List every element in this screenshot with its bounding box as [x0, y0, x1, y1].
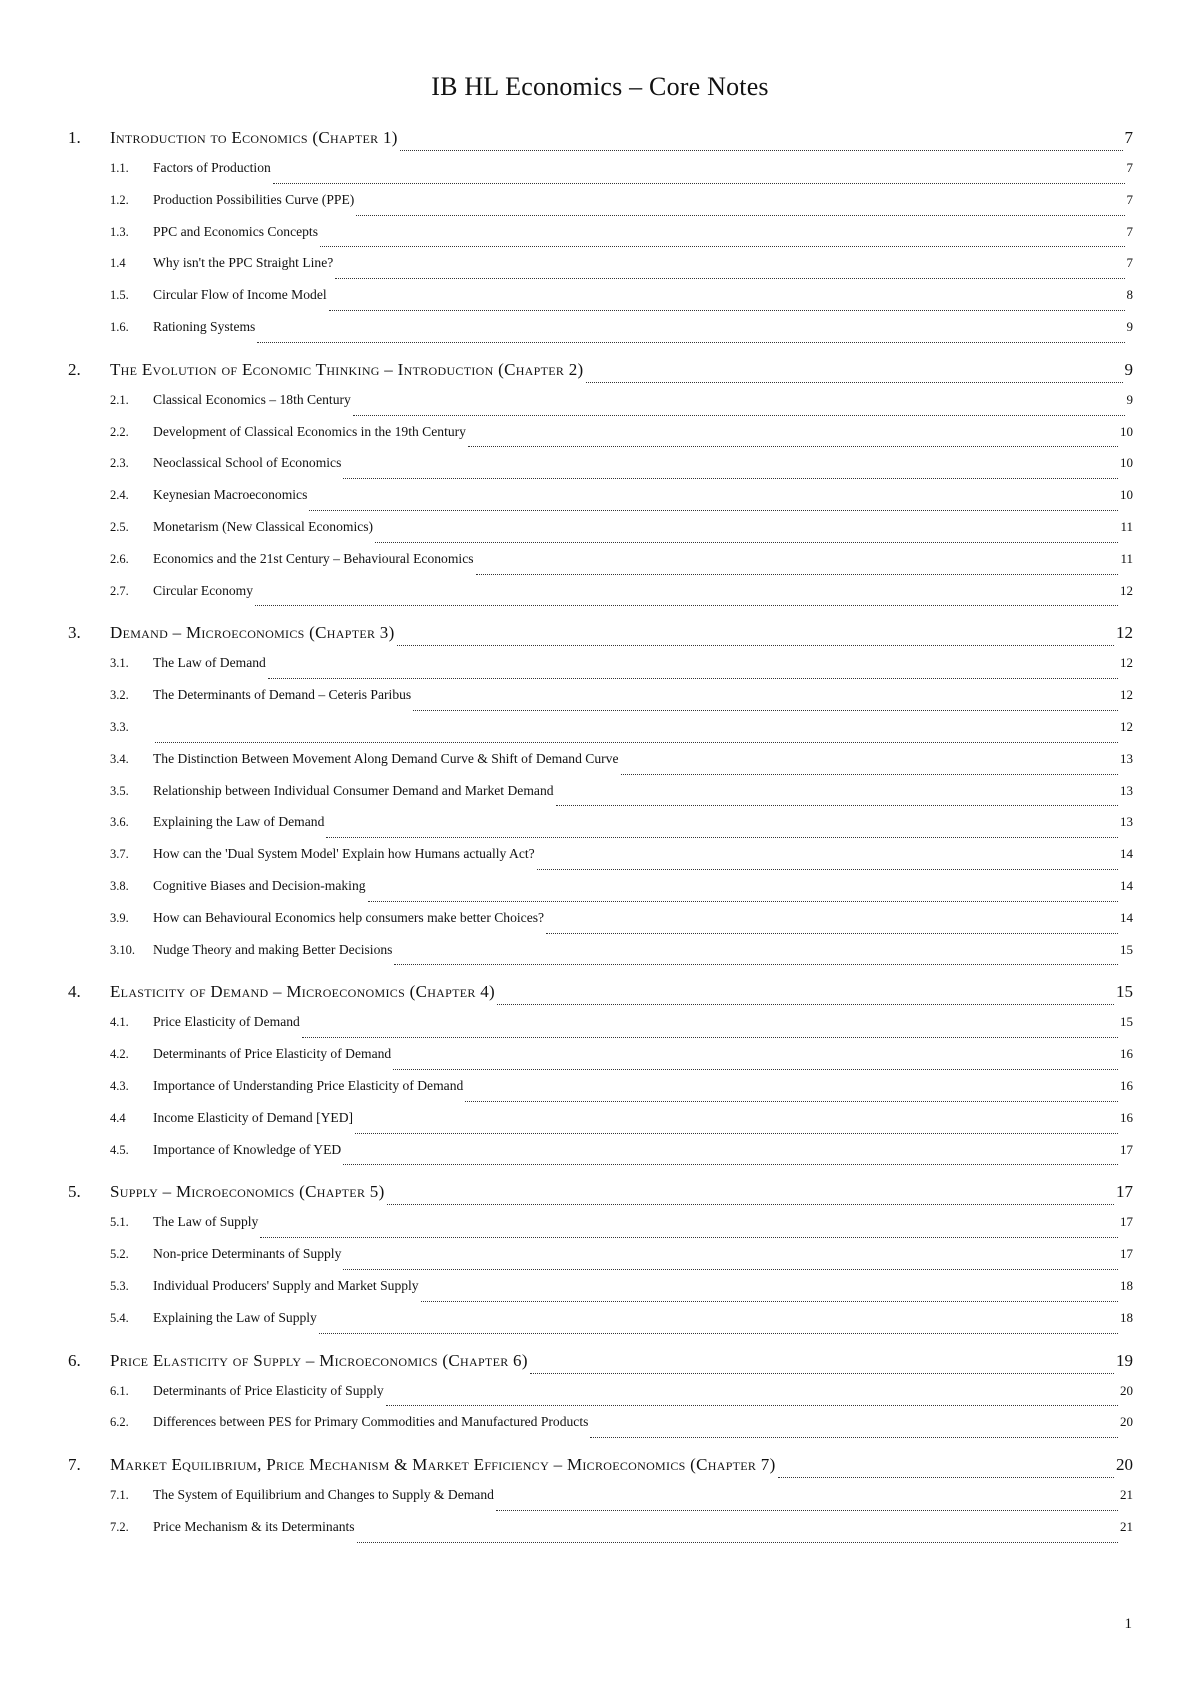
document-title: IB HL Economics – Core Notes: [431, 72, 769, 101]
section-title: Neoclassical School of Economics: [153, 455, 342, 471]
toc-section-entry[interactable]: [68, 1310, 1133, 1342]
dot-leader: [476, 573, 1119, 575]
dot-leader: [353, 414, 1125, 416]
section-title: Relationship between Individual Consumer Demand and Market Demand: [153, 782, 554, 798]
toc-section-entry[interactable]: [68, 783, 1133, 815]
dot-leader: [343, 1268, 1118, 1270]
chapter-number: 7.: [68, 1455, 81, 1475]
section-page-number: 7: [1126, 191, 1133, 207]
toc-section-entry[interactable]: [68, 192, 1133, 224]
toc-chapter: [68, 360, 1133, 615]
section-page-number: 16: [1120, 1109, 1133, 1125]
section-page-number: 11: [1120, 550, 1133, 566]
section-number: 2.4.: [110, 488, 129, 503]
toc-section-entry[interactable]: [68, 814, 1133, 846]
section-number: 3.7.: [110, 847, 129, 862]
chapter-number: 3.: [68, 623, 81, 643]
section-title: Cognitive Biases and Decision-making: [153, 877, 366, 893]
section-title: The Distinction Between Movement Along Demand Curve & Shift of Demand Curve: [153, 750, 619, 766]
dot-leader: [343, 1163, 1118, 1165]
section-title: Monetarism (New Classical Economics): [153, 518, 374, 534]
dot-leader: [621, 773, 1119, 775]
dot-leader: [586, 381, 1123, 383]
dot-leader: [421, 1300, 1118, 1302]
section-page-number: 15: [1120, 941, 1133, 957]
section-number: 5.1.: [110, 1215, 129, 1230]
section-page-number: 12: [1120, 718, 1133, 734]
section-number: 3.3.: [110, 719, 129, 734]
chapter-title: Demand – Microeconomics (Chapter 3): [110, 623, 395, 643]
toc-section-entry[interactable]: [68, 655, 1133, 687]
chapter-page-number: 19: [1116, 1350, 1133, 1370]
toc-section-entry[interactable]: [68, 878, 1133, 910]
section-title: Why isn't the PPC Straight Line?: [153, 255, 334, 271]
table-of-contents: [68, 128, 1133, 1560]
dot-leader: [326, 836, 1118, 838]
toc-section-entry[interactable]: [68, 319, 1133, 351]
section-title: Determinants of Price Elasticity of Supply: [153, 1382, 384, 1398]
chapter-title: Price Elasticity of Supply – Microeconomics (Chapter 6): [110, 1350, 528, 1370]
dot-leader: [320, 245, 1124, 247]
section-number: 1.4: [110, 256, 126, 271]
toc-chapter-entry[interactable]: [68, 128, 1133, 160]
section-page-number: 16: [1120, 1077, 1133, 1093]
section-number: 2.1.: [110, 392, 129, 407]
section-number: 2.2.: [110, 424, 129, 439]
toc-section-entry[interactable]: [68, 519, 1133, 551]
section-page-number: 18: [1120, 1277, 1133, 1293]
toc-section-entry[interactable]: [68, 1214, 1133, 1246]
toc-section-entry[interactable]: [68, 1246, 1133, 1278]
section-title: The Law of Supply: [153, 1214, 259, 1230]
toc-section-entry[interactable]: [68, 224, 1133, 256]
section-page-number: 10: [1120, 423, 1133, 439]
dot-leader: [302, 1036, 1118, 1038]
section-title: Differences between PES for Primary Commodities and Manufactured Products: [153, 1414, 589, 1430]
dot-leader: [393, 1068, 1118, 1070]
section-title: How can Behavioural Economics help consumers make better Choices?: [153, 909, 545, 925]
chapter-title: Supply – Microeconomics (Chapter 5): [110, 1182, 385, 1202]
dot-leader: [268, 677, 1118, 679]
toc-chapter: [68, 623, 1133, 973]
section-page-number: 7: [1126, 255, 1133, 271]
toc-section-entry[interactable]: [68, 455, 1133, 487]
dot-leader: [496, 1509, 1118, 1511]
chapter-page-number: 20: [1116, 1455, 1133, 1475]
chapter-page-number: 15: [1116, 982, 1133, 1002]
section-title: Classical Economics – 18th Century: [153, 391, 351, 407]
chapter-title: Market Equilibrium, Price Mechanism & Market Efficiency – Microeconomics (Chapter 7): [110, 1455, 776, 1475]
dot-leader: [309, 509, 1118, 511]
section-page-number: 20: [1120, 1414, 1133, 1430]
chapter-number: 4.: [68, 982, 81, 1002]
dot-leader: [590, 1436, 1118, 1438]
section-number: 2.6.: [110, 551, 129, 566]
toc-section-entry[interactable]: [68, 392, 1133, 424]
section-number: 3.2.: [110, 688, 129, 703]
section-title: Income Elasticity of Demand [YED]: [153, 1109, 354, 1125]
section-number: 3.4.: [110, 751, 129, 766]
section-page-number: 12: [1120, 582, 1133, 598]
section-page-number: 17: [1120, 1246, 1133, 1262]
dot-leader: [386, 1404, 1118, 1406]
section-title: Factors of Production: [153, 160, 271, 175]
section-number: 5.4.: [110, 1310, 129, 1325]
toc-chapter: [68, 1182, 1133, 1341]
dot-leader: [319, 1332, 1118, 1334]
toc-section-entry[interactable]: [68, 583, 1133, 615]
chapter-number: 6.: [68, 1350, 81, 1370]
toc-chapter-entry[interactable]: [68, 1455, 1133, 1487]
page-number: 1: [1124, 1616, 1132, 1632]
section-number: 5.2.: [110, 1247, 129, 1262]
section-page-number: 12: [1120, 687, 1133, 703]
toc-section-entry[interactable]: [68, 1278, 1133, 1310]
toc-section-entry[interactable]: [68, 487, 1133, 519]
chapter-title: The Evolution of Economic Thinking – Introduction (Chapter 2): [110, 359, 584, 379]
section-number: 4.5.: [110, 1142, 129, 1157]
chapter-number: 1.: [68, 128, 81, 147]
section-page-number: 16: [1120, 1046, 1133, 1062]
section-page-number: 14: [1120, 909, 1133, 925]
section-title: The Determinants of Demand – Ceteris Paribus: [153, 687, 412, 703]
toc-chapter-entry[interactable]: [68, 360, 1133, 392]
dot-leader: [546, 932, 1118, 934]
section-page-number: 7: [1126, 223, 1133, 239]
section-number: 4.4: [110, 1110, 126, 1125]
section-title: Price Mechanism & its Determinants: [153, 1518, 355, 1534]
section-title: Explaining the Law of Supply: [153, 1309, 317, 1325]
section-page-number: 12: [1120, 655, 1133, 671]
section-number: 1.1.: [110, 161, 129, 175]
toc-section-entry[interactable]: [68, 160, 1133, 192]
section-title: Circular Economy: [153, 582, 254, 598]
section-number: 5.3.: [110, 1278, 129, 1293]
dot-leader: [556, 804, 1118, 806]
section-number: 7.2.: [110, 1519, 129, 1534]
dot-leader: [413, 709, 1118, 711]
section-title: Circular Flow of Income Model: [153, 287, 327, 303]
section-page-number: 10: [1120, 487, 1133, 503]
section-number: 2.7.: [110, 583, 129, 598]
section-title: Development of Classical Economics in the 19th Century: [153, 423, 466, 439]
toc-section-entry[interactable]: [68, 1046, 1133, 1078]
dot-leader: [397, 644, 1114, 646]
section-title: How can the 'Dual System Model' Explain how Humans actually Act?: [153, 846, 535, 862]
section-title: Nudge Theory and making Better Decisions: [153, 941, 393, 957]
dot-leader: [335, 277, 1124, 279]
dot-leader: [257, 341, 1124, 343]
section-number: 2.5.: [110, 519, 129, 534]
toc-section-entry[interactable]: [68, 1078, 1133, 1110]
section-number: 3.1.: [110, 656, 129, 671]
section-page-number: 13: [1120, 750, 1133, 766]
toc-section-entry[interactable]: [68, 1110, 1133, 1142]
toc-section-entry[interactable]: [68, 287, 1133, 319]
section-page-number: 8: [1126, 287, 1133, 303]
toc-section-entry[interactable]: [68, 1383, 1133, 1415]
section-number: 3.9.: [110, 910, 129, 925]
dot-leader: [778, 1476, 1114, 1478]
section-page-number: 11: [1120, 518, 1133, 534]
toc-section-entry[interactable]: [68, 846, 1133, 878]
section-title: Keynesian Macroeconomics: [153, 487, 308, 503]
section-number: 7.1.: [110, 1488, 129, 1503]
chapter-page-number: 9: [1124, 359, 1133, 379]
section-page-number: 9: [1126, 391, 1133, 407]
section-number: 3.10.: [110, 942, 135, 957]
dot-leader: [394, 963, 1118, 965]
chapter-page-number: 7: [1124, 128, 1133, 147]
section-title: Non-price Determinants of Supply: [153, 1246, 342, 1262]
chapter-page-number: 17: [1116, 1182, 1133, 1202]
section-title: Individual Producers' Supply and Market Supply: [153, 1277, 419, 1293]
dot-leader: [355, 1132, 1118, 1134]
chapter-page-number: 12: [1116, 623, 1133, 643]
toc-section-entry[interactable]: [68, 942, 1133, 974]
toc-section-entry[interactable]: [68, 1519, 1133, 1551]
section-page-number: 17: [1120, 1214, 1133, 1230]
chapter-number: 5.: [68, 1182, 81, 1202]
section-number: 4.3.: [110, 1078, 129, 1093]
toc-chapter: [68, 1455, 1133, 1551]
section-page-number: 21: [1120, 1487, 1133, 1503]
toc-section-entry[interactable]: [68, 255, 1133, 287]
section-page-number: 15: [1120, 1014, 1133, 1030]
section-number: 4.2.: [110, 1047, 129, 1062]
dot-leader: [329, 309, 1125, 311]
section-title: Rationing Systems: [153, 318, 256, 334]
dot-leader: [537, 868, 1118, 870]
section-title: Explaining the Law of Demand: [153, 814, 325, 830]
toc-section-entry[interactable]: [68, 1014, 1133, 1046]
section-page-number: 14: [1120, 877, 1133, 893]
toc-section-entry[interactable]: [68, 1414, 1133, 1446]
section-page-number: 10: [1120, 455, 1133, 471]
toc-section-entry[interactable]: [68, 751, 1133, 783]
section-page-number: 9: [1126, 318, 1133, 334]
dot-leader: [155, 741, 1118, 743]
section-title: The Law of Demand: [153, 655, 266, 671]
section-page-number: 7: [1126, 160, 1133, 175]
section-page-number: 13: [1120, 782, 1133, 798]
toc-chapter-entry[interactable]: [68, 1351, 1133, 1383]
dot-leader: [273, 182, 1125, 184]
toc-section-entry[interactable]: [68, 910, 1133, 942]
section-page-number: 18: [1120, 1309, 1133, 1325]
toc-section-entry[interactable]: [68, 424, 1133, 456]
section-page-number: 17: [1120, 1141, 1133, 1157]
toc-chapter-entry[interactable]: [68, 1182, 1133, 1214]
section-title: Importance of Understanding Price Elasticity of Demand: [153, 1077, 464, 1093]
section-title: The System of Equilibrium and Changes to Supply & Demand: [153, 1487, 494, 1503]
dot-leader: [357, 1541, 1118, 1543]
section-page-number: 20: [1120, 1382, 1133, 1398]
toc-chapter-entry[interactable]: [68, 623, 1133, 655]
section-number: 1.3.: [110, 224, 129, 239]
section-number: 2.3.: [110, 456, 129, 471]
section-title: Determinants of Price Elasticity of Demand: [153, 1046, 392, 1062]
section-page-number: 21: [1120, 1518, 1133, 1534]
dot-leader: [497, 1003, 1114, 1005]
dot-leader: [343, 477, 1118, 479]
dot-leader: [356, 214, 1124, 216]
dot-leader: [255, 604, 1118, 606]
section-page-number: 13: [1120, 814, 1133, 830]
section-number: 1.5.: [110, 288, 129, 303]
toc-chapter: [68, 982, 1133, 1173]
section-title: Production Possibilities Curve (PPE): [153, 191, 355, 207]
dot-leader: [260, 1236, 1118, 1238]
dot-leader: [400, 149, 1123, 151]
section-number: 6.1.: [110, 1383, 129, 1398]
toc-chapter: [68, 1351, 1133, 1447]
section-number: 3.5.: [110, 783, 129, 798]
toc-section-entry[interactable]: [68, 1142, 1133, 1174]
section-number: 1.6.: [110, 319, 129, 334]
section-number: 1.2.: [110, 192, 129, 207]
section-title: Economics and the 21st Century – Behavioural Economics: [153, 550, 474, 566]
section-number: 3.8.: [110, 878, 129, 893]
section-number: 4.1.: [110, 1015, 129, 1030]
toc-chapter-entry[interactable]: [68, 982, 1133, 1014]
toc-section-entry[interactable]: [68, 719, 1133, 751]
dot-leader: [387, 1203, 1114, 1205]
dot-leader: [368, 900, 1118, 902]
chapter-title: Elasticity of Demand – Microeconomics (Chapter 4): [110, 982, 495, 1002]
section-page-number: 14: [1120, 846, 1133, 862]
toc-section-entry[interactable]: [68, 687, 1133, 719]
dot-leader: [375, 541, 1118, 543]
dot-leader: [530, 1372, 1114, 1374]
toc-chapter: [68, 128, 1133, 351]
chapter-title: Introduction to Economics (Chapter 1): [110, 128, 398, 147]
dot-leader: [468, 445, 1118, 447]
chapter-number: 2.: [68, 359, 81, 379]
toc-section-entry[interactable]: [68, 551, 1133, 583]
dot-leader: [465, 1100, 1118, 1102]
section-number: 6.2.: [110, 1415, 129, 1430]
toc-section-entry[interactable]: [68, 1487, 1133, 1519]
section-number: 3.6.: [110, 815, 129, 830]
section-title: Importance of Knowledge of YED: [153, 1141, 342, 1157]
section-title: PPC and Economics Concepts: [153, 223, 319, 239]
section-title: Price Elasticity of Demand: [153, 1014, 300, 1030]
